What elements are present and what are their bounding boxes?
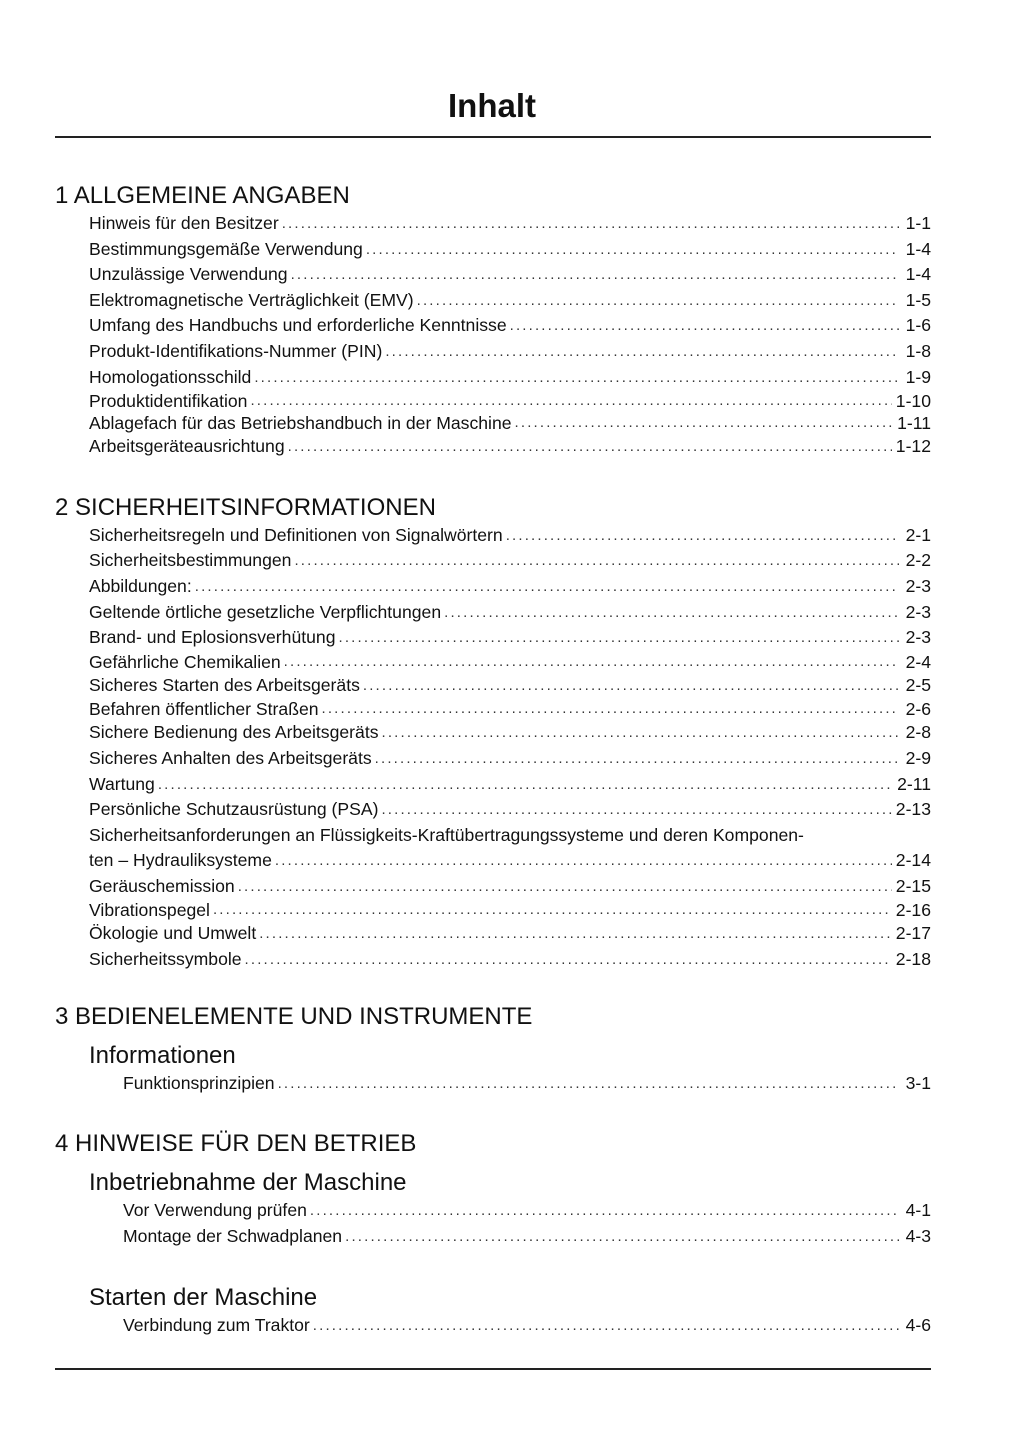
toc-entry-label: Sicheres Starten des Arbeitsgeräts bbox=[89, 674, 360, 695]
chapter-title: 4 HINWEISE FÜR DEN BETRIEB bbox=[55, 1130, 417, 1158]
toc-entry-page: 2-8 bbox=[905, 722, 931, 743]
toc-entry[interactable] bbox=[55, 1071, 931, 1097]
toc-entry[interactable] bbox=[55, 746, 931, 772]
toc-entry[interactable] bbox=[55, 339, 931, 365]
toc-entry-label: Hinweis für den Besitzer bbox=[89, 213, 279, 233]
toc-entry-label: Ablagefach für das Betriebshandbuch in der Maschine bbox=[89, 413, 512, 434]
dot-leader bbox=[366, 237, 899, 263]
toc-entry-page: 1-6 bbox=[905, 315, 931, 336]
toc-entry-label: Elektromagnetische Verträglichkeit (EMV) bbox=[89, 289, 414, 310]
toc-entry-label: Sicherheitsregeln und Definitionen von Signalwörtern bbox=[89, 524, 503, 545]
toc-entry-label: Abbildungen: bbox=[89, 575, 192, 596]
dot-leader bbox=[345, 1224, 899, 1250]
toc-entry-label: Sicherheitsbestimmungen bbox=[89, 550, 292, 571]
toc-entry[interactable] bbox=[55, 412, 931, 434]
dot-leader bbox=[385, 339, 899, 365]
toc-entry-label: Gefährliche Chemikalien bbox=[89, 651, 281, 672]
toc-entry-page: 2-18 bbox=[895, 949, 931, 970]
toc-entry-page: 1-5 bbox=[905, 289, 931, 310]
dot-leader bbox=[310, 1198, 899, 1224]
toc-entry-label: Geräuschemission bbox=[89, 875, 235, 896]
toc-entry-page: 2-11 bbox=[897, 773, 931, 794]
toc-entry[interactable] bbox=[55, 921, 931, 947]
toc-entry[interactable] bbox=[55, 288, 931, 314]
toc-entry-label: Persönliche Schutzausrüstung (PSA) bbox=[89, 799, 379, 820]
toc-entry-label: Arbeitsgeräteausrichtung bbox=[89, 436, 285, 457]
chapter-title: 3 BEDIENELEMENTE UND INSTRUMENTE bbox=[55, 1002, 533, 1030]
toc-entry-label: Vor Verwendung prüfen bbox=[123, 1200, 307, 1221]
dot-leader bbox=[322, 698, 899, 720]
spacer bbox=[55, 1096, 931, 1130]
dot-leader bbox=[254, 365, 899, 391]
chapter-1 bbox=[55, 182, 931, 460]
toc-entry-page: 1-1 bbox=[905, 213, 931, 233]
toc-entry-label: Sicherheitssymbole bbox=[89, 949, 242, 970]
toc-entry-page: 2-3 bbox=[905, 575, 931, 596]
toc-entry[interactable] bbox=[55, 365, 931, 391]
dot-leader bbox=[238, 874, 892, 900]
toc-entry[interactable] bbox=[55, 772, 931, 798]
section-title: Inbetriebnahme der Maschine bbox=[89, 1169, 407, 1197]
toc-entry-page: 1-9 bbox=[905, 366, 931, 387]
toc-entry-page: 2-14 bbox=[895, 850, 931, 871]
toc-entry-page: 4-3 bbox=[905, 1225, 931, 1246]
dot-leader bbox=[506, 523, 899, 549]
toc-entry-label: Montage der Schwadplanen bbox=[123, 1225, 343, 1246]
dot-leader bbox=[417, 288, 899, 314]
dot-leader bbox=[195, 574, 899, 600]
toc-entry-label: Umfang des Handbuchs und erforderliche Kenntnisse bbox=[89, 315, 507, 336]
toc-entry-page: 1-12 bbox=[895, 436, 931, 457]
dot-leader bbox=[282, 211, 899, 237]
toc-entry-page: 1-10 bbox=[895, 391, 931, 412]
toc-entry[interactable] bbox=[55, 651, 931, 673]
toc-entry-page: 2-9 bbox=[905, 747, 931, 768]
toc-entry-page: 1-4 bbox=[905, 238, 931, 259]
section-title: Starten der Maschine bbox=[89, 1284, 318, 1312]
toc-entry-page: 1-11 bbox=[897, 413, 931, 434]
dot-leader bbox=[158, 772, 893, 798]
toc-entry[interactable] bbox=[55, 874, 931, 900]
chapter-title: 2 SICHERHEITSINFORMATIONEN bbox=[55, 493, 436, 521]
toc-entry[interactable] bbox=[55, 390, 931, 412]
toc-entry[interactable] bbox=[55, 211, 931, 237]
toc-entry[interactable] bbox=[55, 1198, 931, 1224]
dot-leader bbox=[515, 412, 894, 434]
dot-leader bbox=[291, 262, 899, 288]
section-title: Informationen bbox=[89, 1041, 236, 1069]
dot-leader bbox=[382, 720, 899, 746]
dot-leader bbox=[250, 390, 891, 412]
page-title: Inhalt bbox=[448, 87, 536, 124]
toc-entry-label: Befahren öffentlicher Straßen bbox=[89, 699, 319, 720]
toc-entry-label: Vibrationspegel bbox=[89, 900, 210, 921]
toc-entry-label: Homologationsschild bbox=[89, 366, 252, 387]
toc-entry[interactable] bbox=[55, 1313, 931, 1339]
toc-entry-page: 2-17 bbox=[895, 923, 931, 944]
toc-entry-page: 4-6 bbox=[905, 1315, 931, 1336]
dot-leader bbox=[313, 1313, 899, 1339]
dot-leader bbox=[381, 797, 891, 823]
toc-entry-label: Geltende örtliche gesetzliche Verpflichtungen bbox=[89, 601, 442, 622]
toc-entry[interactable] bbox=[55, 625, 931, 651]
toc-entry-label: ten – Hydrauliksysteme bbox=[89, 850, 272, 871]
toc-entry-label: Ökologie und Umwelt bbox=[89, 923, 257, 944]
toc-entry[interactable] bbox=[55, 673, 931, 699]
toc-entry-page: 2-6 bbox=[905, 699, 931, 720]
toc-entry[interactable] bbox=[55, 698, 931, 720]
dot-leader bbox=[259, 921, 892, 947]
dot-leader bbox=[278, 1071, 899, 1097]
toc-entry-page: 2-5 bbox=[905, 674, 931, 695]
toc-entry-label: Wartung bbox=[89, 773, 155, 794]
dot-leader bbox=[510, 313, 899, 339]
toc-entry[interactable] bbox=[55, 899, 931, 921]
chapter-title: 1 ALLGEMEINE ANGABEN bbox=[55, 182, 350, 209]
dot-leader bbox=[375, 746, 899, 772]
toc-entry-label: Sicheres Anhalten des Arbeitsgeräts bbox=[89, 747, 372, 768]
dot-leader bbox=[338, 625, 899, 651]
toc-entry-page: 2-15 bbox=[895, 875, 931, 896]
bottom-divider bbox=[55, 1368, 931, 1370]
dot-leader bbox=[363, 673, 899, 699]
toc-entry-page: 2-4 bbox=[905, 651, 931, 672]
toc-entry-page: 1-4 bbox=[905, 264, 931, 285]
toc-entry-page: 4-1 bbox=[905, 1200, 931, 1221]
toc-entry-page: 2-1 bbox=[905, 524, 931, 545]
toc-entry[interactable] bbox=[55, 313, 931, 339]
toc-entry-page: 3-1 bbox=[905, 1072, 931, 1093]
toc-entry[interactable] bbox=[55, 262, 931, 288]
toc-entry-page: 2-2 bbox=[905, 550, 931, 571]
toc-entry[interactable] bbox=[55, 720, 931, 746]
dot-leader bbox=[275, 848, 892, 874]
toc-entry-page: 2-13 bbox=[895, 799, 931, 820]
toc-entry-label: Brand- und Eplosionsverhütung bbox=[89, 627, 336, 648]
dot-leader bbox=[444, 600, 899, 626]
chapter-3 bbox=[55, 1003, 931, 1097]
toc-entry[interactable] bbox=[55, 1224, 931, 1250]
toc-entry[interactable] bbox=[55, 523, 931, 549]
toc-entry[interactable] bbox=[55, 848, 931, 874]
spacer bbox=[55, 460, 931, 494]
dot-leader bbox=[288, 434, 892, 460]
toc-entry-label: Produkt-Identifikations-Nummer (PIN) bbox=[89, 340, 383, 361]
spacer bbox=[55, 1249, 931, 1283]
toc-entry-label-line1[interactable]: Sicherheitsanforderungen an Flüssigkeits-Kraftübertragungssysteme und deren Komponen- bbox=[89, 824, 804, 845]
toc-entry-page: 2-3 bbox=[905, 601, 931, 622]
top-divider bbox=[55, 136, 931, 138]
toc-entry[interactable] bbox=[55, 797, 931, 823]
toc-entry-label: Sichere Bedienung des Arbeitsgeräts bbox=[89, 722, 379, 743]
toc-entry-label: Verbindung zum Traktor bbox=[123, 1315, 310, 1336]
dot-leader bbox=[294, 548, 899, 574]
toc-entry-label: Funktionsprinzipien bbox=[123, 1072, 275, 1093]
toc-entry[interactable] bbox=[55, 947, 931, 973]
dot-leader bbox=[213, 899, 892, 921]
toc-entry[interactable] bbox=[55, 600, 931, 626]
toc-entry-label: Unzulässige Verwendung bbox=[89, 264, 288, 285]
toc-entry-page: 2-3 bbox=[905, 627, 931, 648]
toc-entry[interactable] bbox=[55, 574, 931, 600]
table-of-contents bbox=[55, 182, 931, 1339]
toc-entry-label: Bestimmungsgemäße Verwendung bbox=[89, 238, 363, 259]
toc-entry[interactable] bbox=[55, 434, 931, 460]
toc-entry-label: Produktidentifikation bbox=[89, 391, 248, 412]
chapter-2 bbox=[55, 494, 931, 973]
spacer bbox=[55, 973, 931, 1003]
toc-entry[interactable] bbox=[55, 237, 931, 263]
dot-leader bbox=[284, 651, 899, 673]
toc-entry-page: 1-8 bbox=[905, 340, 931, 361]
dot-leader bbox=[245, 947, 892, 973]
chapter-4 bbox=[55, 1130, 931, 1339]
toc-entry-page: 2-16 bbox=[895, 900, 931, 921]
toc-entry[interactable] bbox=[55, 548, 931, 574]
